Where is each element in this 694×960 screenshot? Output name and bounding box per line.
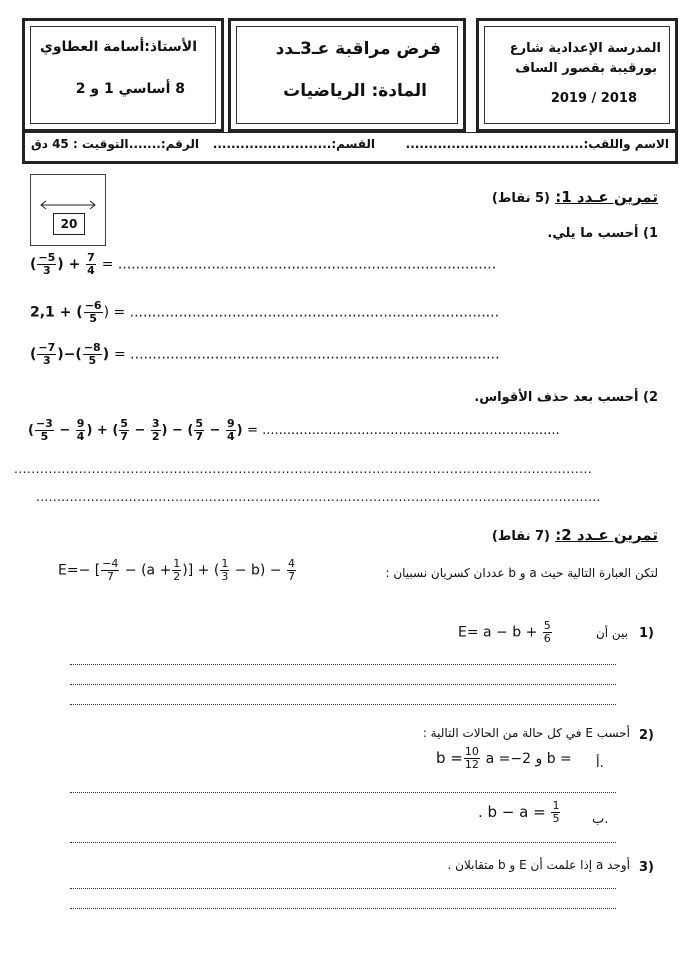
ex2-q3-text: أوجد a إذا علمت أن E و b متقابلان . [447, 858, 630, 872]
frac-den: 7 [195, 430, 204, 443]
frac-num: 1 [173, 557, 181, 570]
ex2-q2-num: 2) [639, 728, 654, 743]
answer-line[interactable] [70, 792, 616, 793]
ex1-expr1: ( $\frac{-5}{3}$ ) + $\frac{7}{4}$ = ..................................................................................... [30, 251, 497, 277]
ex1-expr3: ( $\frac{-7}{3}$ )−( $\frac{-8}{5}$ ) = ................................................................................... [30, 341, 500, 367]
ex2-q1-expr [458, 620, 553, 645]
frac-den: 12 [464, 758, 479, 771]
ex1-extra-dots-2[interactable]: ...................................................................................................................................... [36, 490, 601, 504]
frac-den: 6 [543, 632, 551, 645]
ex2-q1-num: 1) [639, 626, 654, 641]
frac-den: 3 [43, 264, 51, 277]
school-line-1: المدرسة الإعدادية شارع [509, 41, 661, 56]
ex2-q2b-expr [478, 800, 561, 825]
school-year: 2019 / 2018 [550, 91, 637, 106]
operator: − [63, 346, 76, 363]
ex1-extra-dots[interactable]: ...................................................................................................................................... [14, 462, 593, 476]
frac-den: 4 [76, 430, 85, 443]
ex2-q2-text: أحسب E في كل حالة من الحالات التالية : [422, 726, 630, 740]
frac-den: 7 [120, 430, 128, 443]
frac-den: 4 [226, 430, 235, 443]
frac-den: 2 [173, 570, 181, 583]
grade-box [30, 174, 106, 246]
frac-num: −7 [38, 341, 56, 354]
section-field[interactable]: القسم:.......................... [212, 137, 375, 151]
school-box [476, 18, 678, 132]
ex2-q2b-label: ب. [592, 812, 609, 827]
frac-num: 10 [464, 745, 479, 758]
frac-num: 1 [221, 557, 229, 570]
frac-den: 4 [87, 264, 95, 277]
answer-dots[interactable]: = ........................................................................ [247, 423, 560, 438]
ex1-expr4: ( $\frac{-3}{5}$ − $\frac{9}{4}$ ) + ( $\frac{5}{7}$ − $\frac{3}{2}$ ) − ( $\frac{5}{7}$ − $\frac{9}{4}$ ) = ........................................................................ [28, 417, 560, 443]
frac-den: 3 [221, 570, 229, 583]
frac-num: −3 [35, 417, 53, 430]
frac-den: 3 [43, 354, 51, 367]
frac-den: 5 [88, 354, 97, 367]
expr-part: . b − a = [478, 803, 546, 821]
answer-dots[interactable]: = ................................................................................... [113, 346, 500, 363]
grade-value: 20 [53, 213, 85, 235]
frac-num: −8 [83, 341, 101, 354]
ex1-expr2 [30, 300, 499, 325]
name-field[interactable]: الاسم واللقب:....................................... [405, 137, 669, 151]
frac-num: −6 [84, 299, 102, 312]
ex2-q1-text: بين أن [595, 626, 628, 640]
number-field[interactable]: الرقم:.......... [115, 137, 199, 151]
exam-title: فرض مراقبة عـ3ـدد [275, 39, 441, 59]
exercise1-points: (5 نقاط) [491, 191, 550, 206]
frac-num: 9 [226, 417, 235, 430]
answer-dots[interactable]: = ..................................................................................... [101, 256, 497, 273]
teacher-box [22, 18, 224, 132]
expr-part: − b) − [234, 562, 282, 579]
info-row [22, 132, 678, 164]
ex2-q3-num: 3) [639, 860, 654, 875]
frac-den: 5 [40, 430, 49, 443]
ex1-q2: 2) أحسب بعد حذف الأقواس. [474, 390, 658, 405]
ex2-intro: لتكن العبارة التالية حيث a و b عددان كسريان نسبيان : [385, 566, 658, 580]
frac-num: 5 [195, 417, 204, 430]
ex2-q2a-label: أ. [596, 756, 604, 771]
frac-den: 7 [287, 570, 295, 583]
frac-den: 7 [106, 570, 114, 583]
expr-lead: 2,1 + ( [30, 304, 83, 321]
answer-line[interactable] [70, 684, 616, 685]
frac-num: 4 [287, 557, 295, 570]
answer-line[interactable] [70, 704, 616, 705]
frac-num: 3 [151, 417, 160, 430]
exercise2-title: تمرين عـدد 2: [555, 526, 658, 544]
frac-den: 2 [151, 430, 160, 443]
frac-num: 5 [543, 619, 551, 632]
subject: المادة: الرياضيات [283, 81, 427, 101]
ex2-q2a-expr: b = $\frac{10}{12}$ a =−2 و b = [436, 745, 572, 771]
frac-num: 7 [87, 251, 95, 264]
frac-den: 5 [552, 812, 560, 825]
frac-den: 5 [89, 312, 97, 325]
answer-dots[interactable]: ) = ................................................................................... [103, 304, 500, 321]
frac-num: −5 [38, 251, 56, 264]
teacher-name: الأستاذ:أسامة العطاوي [40, 39, 197, 55]
expr-part: E=− [ [58, 562, 101, 579]
school-line-2: بورقيبة بقصور الساف [515, 61, 657, 76]
answer-line[interactable] [70, 888, 616, 889]
answer-line[interactable] [70, 664, 616, 665]
answer-line[interactable] [70, 908, 616, 909]
exercise1-title: تمرين عـدد 1: [555, 188, 658, 206]
class-label: 8 أساسي 1 و 2 [75, 81, 185, 97]
title-box [228, 18, 466, 132]
exercise2-points: (7 نقاط) [491, 529, 550, 544]
arrow-icon [39, 195, 97, 205]
operator: + [68, 256, 81, 273]
expr-part: a =−2 و b = [485, 751, 572, 767]
expr-part: E= a − b + [458, 624, 538, 641]
frac-num: 1 [552, 799, 560, 812]
expr-part: )] + ( [182, 562, 220, 579]
frac-num: −4 [102, 557, 119, 570]
answer-line[interactable] [70, 842, 616, 843]
time-label: التوقيت : 45 دق [31, 137, 129, 151]
frac-num: 5 [120, 417, 128, 430]
exercise2-header [492, 526, 658, 544]
exercise1-header [492, 188, 658, 206]
frac-num: 9 [76, 417, 85, 430]
ex2-E-expression [58, 558, 297, 583]
ex1-q1: 1) أحسب ما يلي. [547, 226, 658, 241]
expr-part: − (a + [124, 562, 172, 579]
